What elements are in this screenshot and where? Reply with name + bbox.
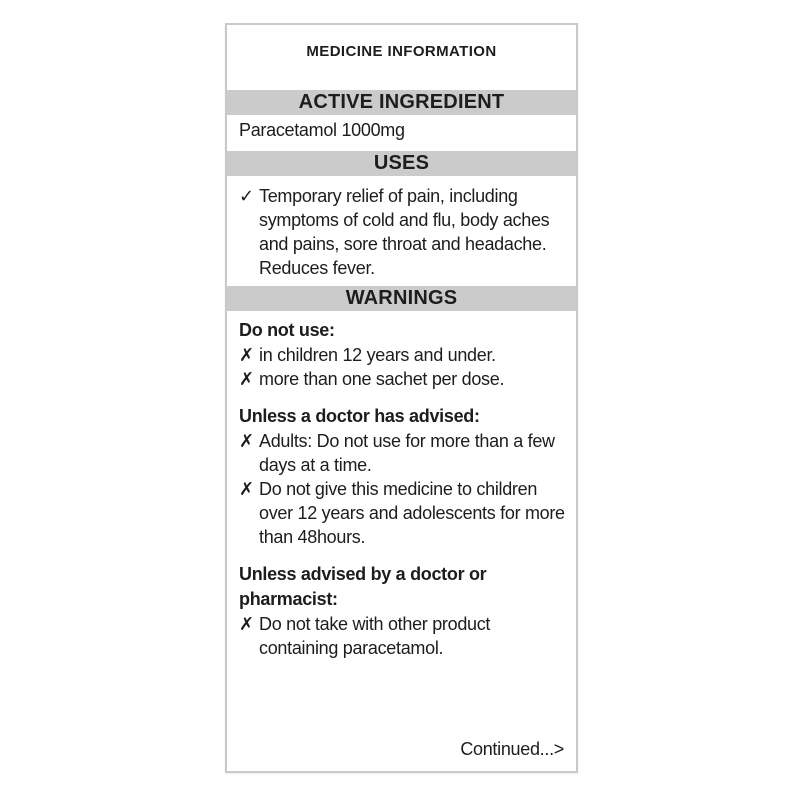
warning-item-text: Do not take with other product containing paracetamol. [259, 614, 491, 658]
warning-item-text: more than one sachet per dose. [259, 369, 505, 389]
warning-item [239, 612, 568, 660]
warnings-group-do-not-use [227, 318, 576, 391]
cross-icon: ✗ [239, 345, 254, 365]
medicine-information-panel [225, 23, 578, 773]
warnings-heading: WARNINGS [227, 286, 576, 311]
cross-icon: ✗ [239, 369, 254, 389]
cross-icon: ✗ [239, 479, 254, 499]
warnings-subheading-doctor-advised: Unless a doctor has advised: [239, 406, 480, 426]
warning-item [239, 477, 568, 549]
cross-icon: ✗ [239, 431, 254, 451]
warning-item [239, 343, 568, 367]
warnings-group-doctor-or-pharmacist [227, 562, 576, 660]
uses-item [227, 184, 576, 280]
warnings-subheading-doctor-or-pharmacist: Unless advised by a doctor or pharmacist: [239, 564, 487, 609]
continued-note: Continued...> [460, 739, 564, 759]
warnings-subheading-do-not-use: Do not use: [239, 320, 335, 340]
active-ingredient-value: Paracetamol 1000mg [239, 120, 405, 140]
uses-item-text: Temporary relief of pain, including symptoms of cold and flu, body aches and pains, sore throat and headache. Reduces fever. [259, 186, 550, 278]
panel-title: MEDICINE INFORMATION [306, 43, 497, 60]
warning-item [239, 429, 568, 477]
warnings-group-doctor-advised [227, 404, 576, 549]
check-icon: ✓ [239, 186, 254, 206]
uses-heading: USES [227, 151, 576, 176]
warning-item-text: Adults: Do not use for more than a few days at a time. [259, 431, 555, 475]
active-ingredient-heading: ACTIVE INGREDIENT [227, 90, 576, 115]
warning-item-text: in children 12 years and under. [259, 345, 496, 365]
warning-item [239, 367, 568, 391]
warning-item-text: Do not give this medicine to children over 12 years and adolescents for more than 48hours. [259, 479, 565, 547]
cross-icon: ✗ [239, 614, 254, 634]
